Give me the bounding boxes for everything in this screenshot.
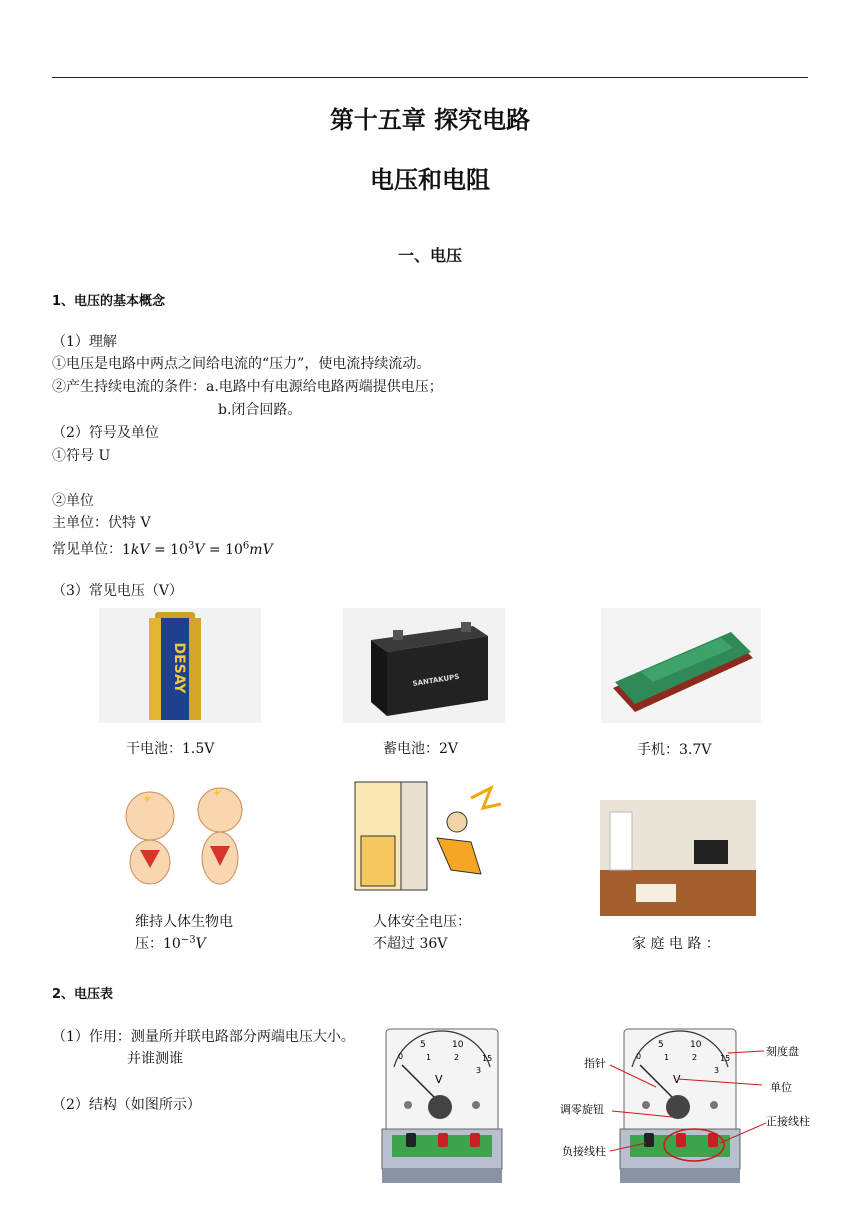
- bio-caption-line-1: 维持人体生物电: [135, 914, 233, 930]
- labeled-scale-0: 0: [636, 1052, 642, 1061]
- voltmeter-structure-label: （2）结构（如图所示）: [52, 1097, 201, 1113]
- header-rule: [52, 77, 808, 78]
- section-heading: 一、电压: [397, 246, 462, 265]
- common-unit-line: [52, 535, 273, 561]
- scale-label-1: 1: [426, 1053, 432, 1062]
- storage-battery-image: [343, 608, 505, 723]
- unit-line: ②单位: [52, 493, 94, 509]
- safe-caption-line-1: 人体安全电压：: [373, 914, 471, 930]
- home-circuit-caption: 家 庭 电 路 ：: [632, 936, 720, 952]
- concept-line-1: ①电压是电路中两点之间给电流的“压力”，使电流持续流动。: [52, 356, 431, 372]
- scale-label-5: 5: [420, 1040, 426, 1050]
- voltmeter-labeled-diagram: [560, 1025, 820, 1197]
- dry-battery-image: [99, 608, 261, 723]
- concept-line-3: b.闭合回路。: [218, 402, 302, 418]
- voltmeter-use-line-1: （1）作用：测量所并联电路部分两端电压大小。: [52, 1029, 355, 1045]
- scale-label-15: 15: [482, 1054, 493, 1063]
- labeled-scale-2: 2: [692, 1053, 698, 1062]
- labeled-scale-1: 1: [664, 1053, 670, 1062]
- label-zero-knob: 调零旋钮: [560, 1103, 604, 1116]
- dry-battery-caption: 干电池：1.5V: [126, 741, 215, 757]
- label-pointer: 指针: [584, 1057, 606, 1070]
- scale-label-10: 10: [452, 1040, 464, 1050]
- storage-brand-text: SANTAKUPS: [412, 672, 460, 688]
- symbol-line: ①符号 U: [52, 448, 111, 464]
- bio-voltage-value: $10^{-3}V$: [163, 934, 206, 952]
- voltmeter-heading: 2、电压表: [52, 987, 114, 1002]
- phone-battery-image: [601, 608, 761, 723]
- concept-heading: 1、电压的基本概念: [52, 294, 166, 309]
- labeled-scale-15: 15: [720, 1054, 731, 1063]
- main-unit-line: 主单位：伏特 V: [52, 515, 151, 531]
- voltmeter-diagram: [380, 1025, 505, 1187]
- label-unit: 单位: [770, 1081, 792, 1094]
- scale-label-0: 0: [398, 1052, 404, 1061]
- battery-brand-text: DESAY: [171, 642, 187, 694]
- storage-battery-caption: 蓄电池：2V: [383, 741, 459, 757]
- labeled-scale-3: 3: [714, 1066, 720, 1075]
- electric-shock-image: [351, 778, 505, 894]
- labeled-scale-10: 10: [690, 1040, 702, 1050]
- unit-equation: $1kV = 10^3V = 10^6mV$: [122, 540, 273, 558]
- labeled-unit-symbol: V: [673, 1073, 681, 1086]
- understand-label: （1）理解: [52, 334, 117, 350]
- label-negative-terminal: 负接线柱: [562, 1145, 606, 1158]
- labeled-scale-5: 5: [658, 1040, 664, 1050]
- chapter-title: 第十五章 探究电路: [329, 106, 531, 134]
- label-dial: 刻度盘: [766, 1045, 799, 1058]
- label-positive-terminal: 正接线柱: [766, 1115, 810, 1128]
- concept-line-2: ②产生持续电流的条件：a.电路中有电源给电路两端提供电压；: [52, 379, 443, 395]
- bio-caption-line-2: [135, 933, 206, 953]
- symbol-unit-label: （2）符号及单位: [52, 425, 159, 441]
- living-room-image: [600, 800, 756, 916]
- phone-caption: 手机：3.7V: [637, 742, 712, 758]
- scale-label-2: 2: [454, 1053, 460, 1062]
- voltmeter-use-line-2: 并谁测谁: [127, 1051, 183, 1067]
- page-title: 电压和电阻: [370, 166, 490, 194]
- common-unit-prefix: 常见单位：: [52, 541, 122, 558]
- safe-caption-line-2: 不超过 36V: [373, 936, 448, 952]
- baby-cartoon-image: [110, 780, 260, 892]
- unit-symbol: V: [435, 1073, 443, 1086]
- bio-caption-prefix: 压：: [135, 936, 163, 952]
- scale-label-3: 3: [476, 1066, 482, 1075]
- common-voltage-label: （3）常见电压（V）: [52, 583, 184, 599]
